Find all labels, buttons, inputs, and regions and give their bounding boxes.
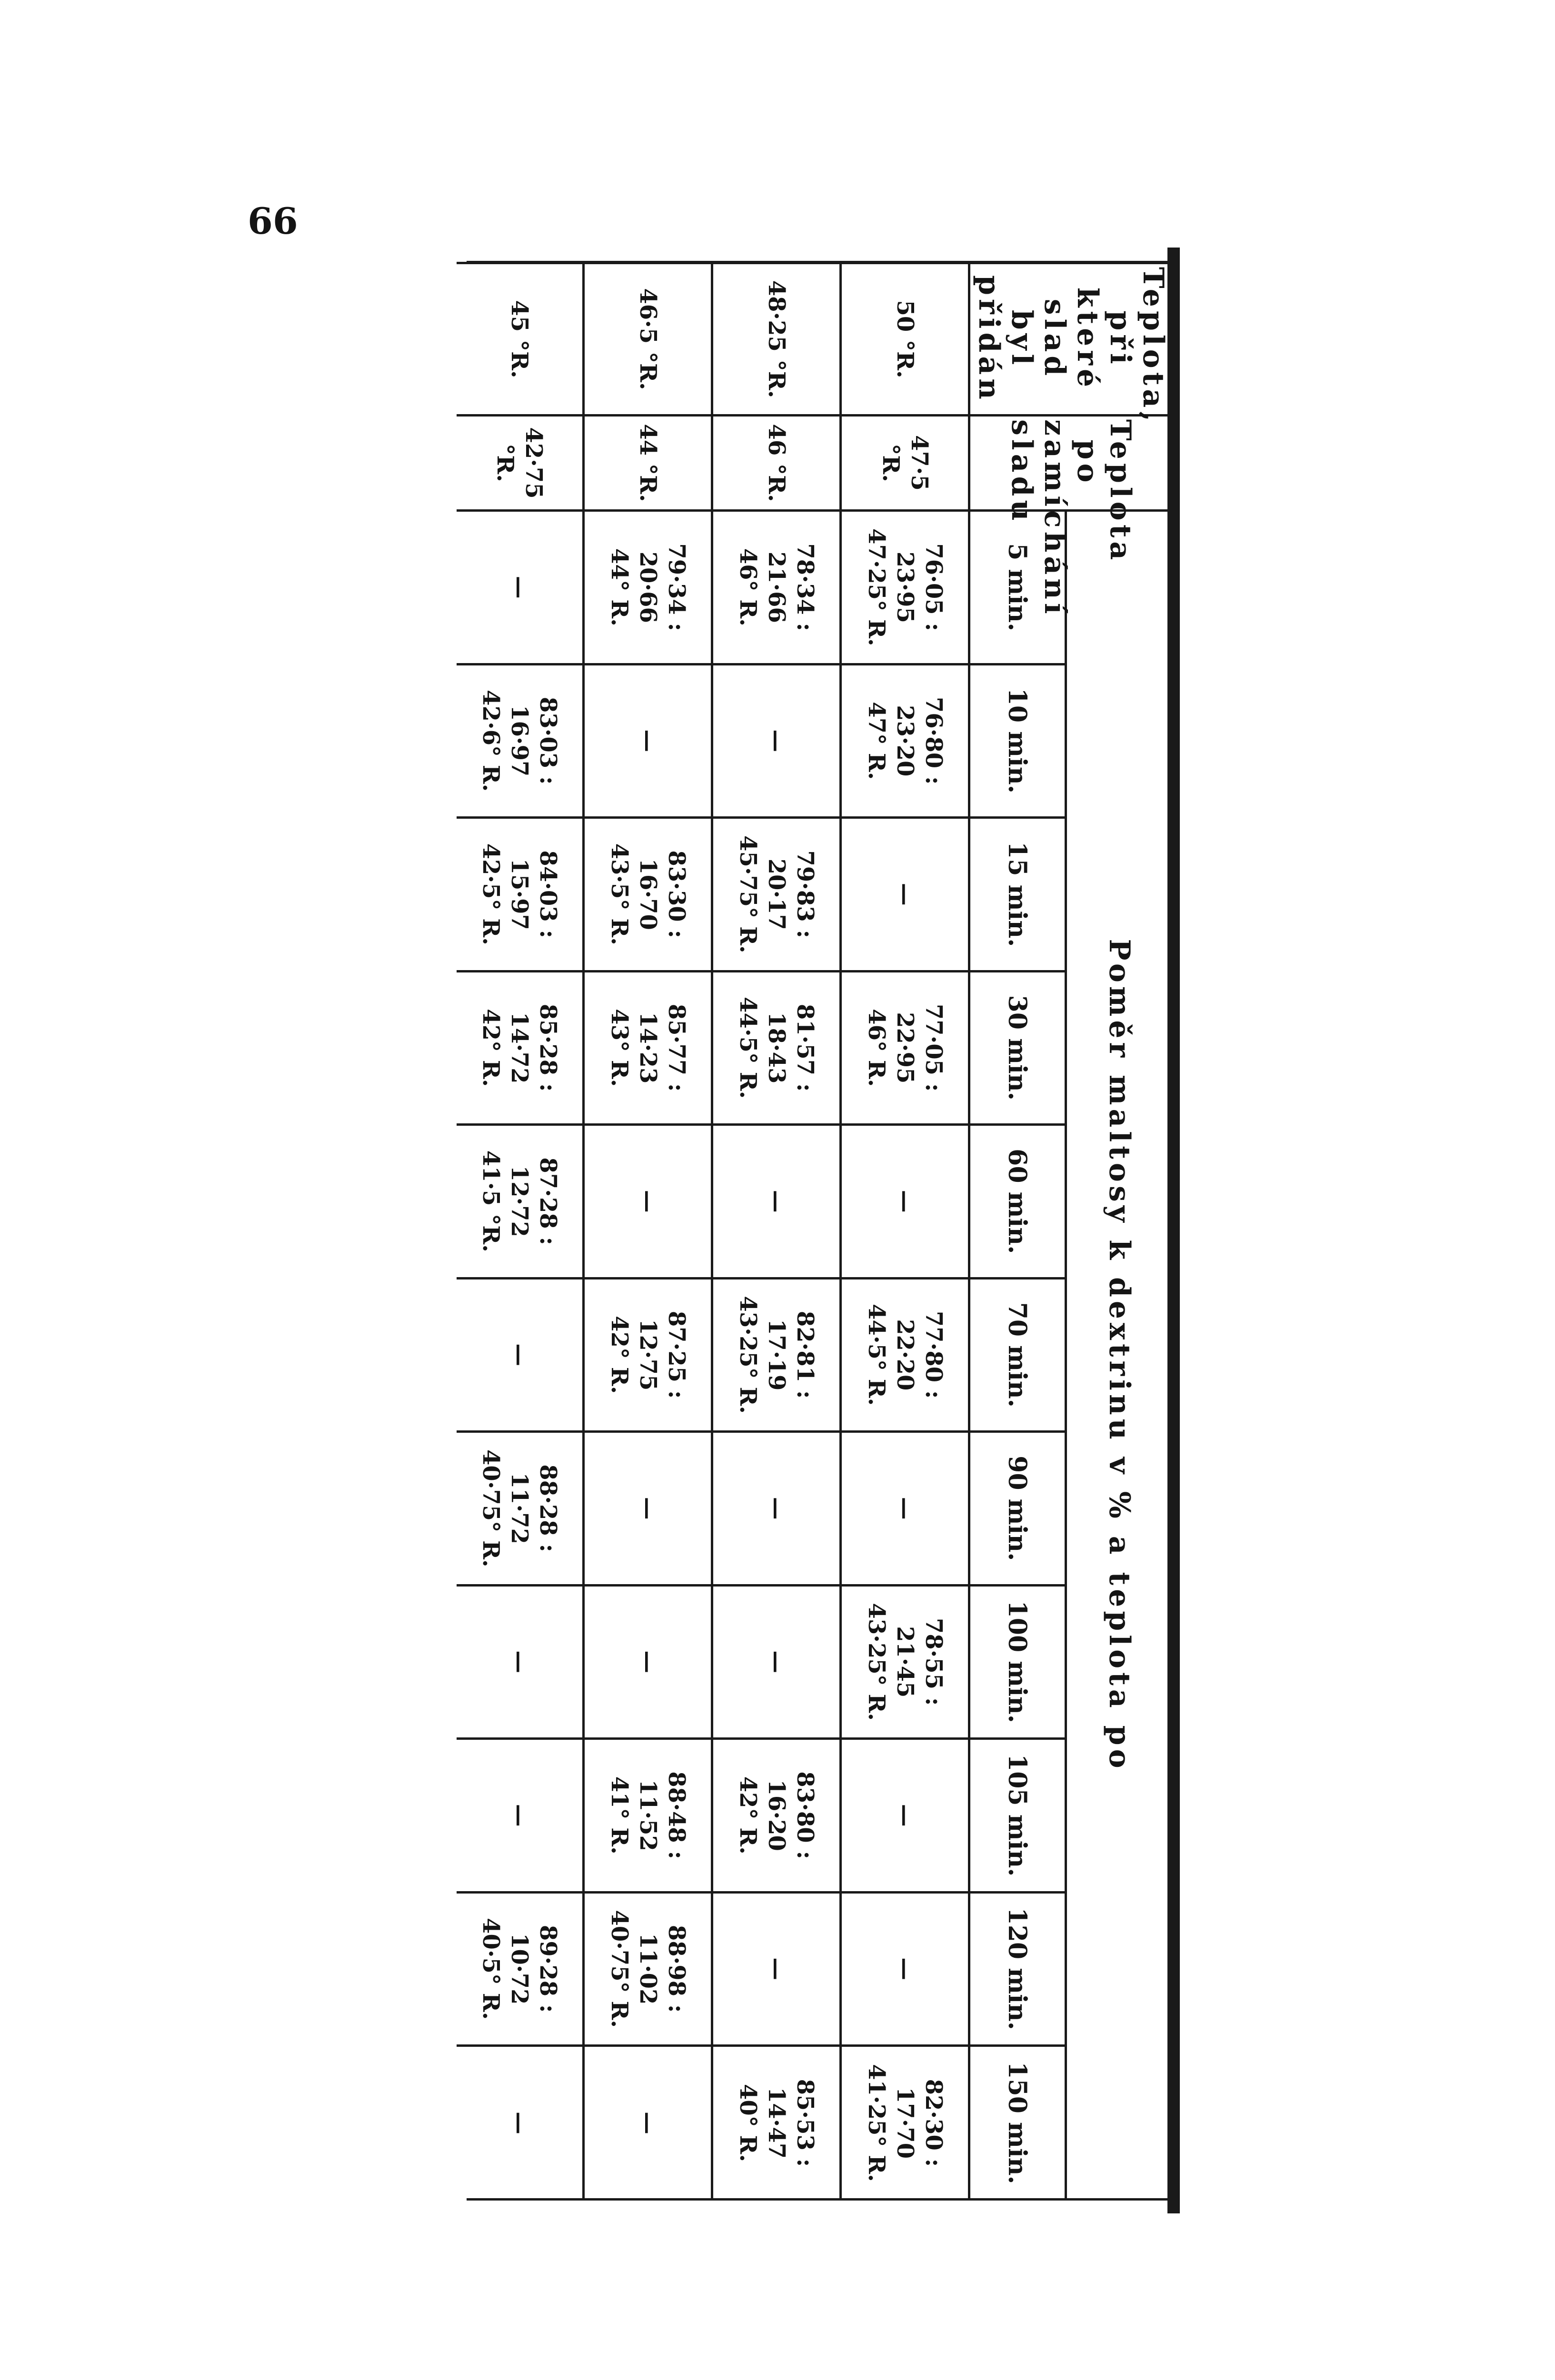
table-caption: Poměr maltosy k dextrinu v % a teplota po xyxy=(1066,511,1171,2200)
temperature-value: 46° R. xyxy=(863,1009,890,1087)
added-temp-cell: 45 °R. xyxy=(457,263,584,416)
ratio-cell xyxy=(841,971,969,1125)
ratio-cell xyxy=(584,2046,712,2200)
ratio-cell xyxy=(841,1432,969,1586)
ratio-cell xyxy=(712,1585,841,1739)
data-table xyxy=(457,262,1171,2199)
ratio-cell xyxy=(584,1432,712,1586)
temperature-value: 44·5° R. xyxy=(734,997,761,1099)
ratio-value: 81·57 : 18·43 xyxy=(763,1003,818,1092)
ratio-value: — xyxy=(891,1190,918,1213)
ratio-value: — xyxy=(891,1497,918,1520)
ratio-value: — xyxy=(634,2112,661,2134)
ratio-cell xyxy=(841,2046,969,2200)
ratio-cell xyxy=(712,971,841,1125)
header-after-temp: Teplota po zamíchání sladu xyxy=(969,416,1172,511)
ratio-cell xyxy=(457,1585,584,1739)
temperature-value: 40·75° R. xyxy=(606,1910,633,2028)
temperature-value: 41·25° R. xyxy=(863,2064,890,2182)
temperature-value: 44° R. xyxy=(606,548,633,626)
ratio-cell xyxy=(457,1892,584,2046)
ratio-value: 76·80 : 23·20 xyxy=(891,696,947,785)
temperature-value: 41·5 °R. xyxy=(478,1150,505,1252)
temperature-value: 45·75° R. xyxy=(734,835,761,953)
ratio-value: — xyxy=(506,575,533,599)
ratio-cell xyxy=(841,1739,969,1893)
ratio-value: — xyxy=(763,1957,790,1981)
ratio-cell xyxy=(457,971,584,1125)
ratio-value: 83·80 : 16·20 xyxy=(763,1771,818,1860)
table-row xyxy=(584,263,712,2200)
table-row xyxy=(712,263,841,2200)
ratio-cell xyxy=(457,1125,584,1279)
ratio-value: 85·53 : 14·47 xyxy=(763,2079,818,2167)
ratio-value: 76·05 : 23·95 xyxy=(891,543,947,632)
temperature-value: 46° R. xyxy=(734,548,761,626)
temperature-value: 43·25° R. xyxy=(863,1603,890,1721)
ratio-cell xyxy=(457,1432,584,1586)
ratio-value: 77·05 : 22·95 xyxy=(891,1003,947,1092)
ratio-cell xyxy=(584,1739,712,1893)
interval-header: 60 min. xyxy=(969,1125,1066,1279)
ratio-cell xyxy=(457,1278,584,1432)
temperature-value: 42° R. xyxy=(734,1776,761,1854)
temperature-value: 40° R. xyxy=(734,2083,761,2162)
temperature-value: 47° R. xyxy=(863,702,890,780)
ratio-cell xyxy=(841,664,969,818)
ratio-value: 87·28 : 12·72 xyxy=(506,1157,562,1246)
ratio-value: — xyxy=(763,729,790,753)
ratio-cell xyxy=(584,971,712,1125)
ratio-cell xyxy=(841,511,969,664)
ratio-value: — xyxy=(891,883,918,906)
ratio-cell xyxy=(841,1585,969,1739)
ratio-value: — xyxy=(763,1650,790,1674)
ratio-cell xyxy=(841,1892,969,2046)
temperature-value: 42° R. xyxy=(606,1316,633,1394)
ratio-value: 77·80 : 22·20 xyxy=(891,1310,947,1399)
table-row xyxy=(841,263,969,2200)
ratio-cell xyxy=(584,1125,712,1279)
ratio-cell xyxy=(584,511,712,664)
ratio-cell xyxy=(457,2046,584,2200)
ratio-value: 83·03 : 16·97 xyxy=(506,696,562,785)
ratio-value: — xyxy=(891,1957,918,1981)
ratio-value: — xyxy=(891,1804,918,1827)
table-body xyxy=(457,263,969,2200)
temperature-value: 44·5° R. xyxy=(863,1304,890,1406)
added-temp-cell: 46·5 °R. xyxy=(584,263,712,416)
ratio-cell xyxy=(841,1125,969,1279)
temperature-value: 40·75° R. xyxy=(478,1449,505,1567)
ratio-cell xyxy=(457,664,584,818)
ratio-cell xyxy=(584,664,712,818)
ratio-value: — xyxy=(634,1497,661,1520)
ratio-cell xyxy=(457,1739,584,1893)
temperature-value: 47·25° R. xyxy=(863,528,890,646)
ratio-value: 82·30 : 17·70 xyxy=(891,2079,947,2167)
interval-header: 120 min. xyxy=(969,1892,1066,2046)
interval-header: 5 min. xyxy=(969,511,1066,664)
interval-header: 30 min. xyxy=(969,971,1066,1125)
added-temp-cell: 48·25 °R. xyxy=(712,263,841,416)
ratio-value: — xyxy=(506,1804,533,1827)
ratio-cell xyxy=(712,664,841,818)
interval-header: 150 min. xyxy=(969,2046,1066,2200)
ratio-value: 79·83 : 20·17 xyxy=(763,850,818,939)
ratio-value: 84·03 : 15·97 xyxy=(506,850,562,939)
ratio-cell xyxy=(712,818,841,972)
temperature-value: 42·5° R. xyxy=(478,843,505,945)
ratio-cell xyxy=(712,1892,841,2046)
ratio-cell xyxy=(584,818,712,972)
header-added-temp: Teplota, při které slad byl přidán xyxy=(969,263,1172,416)
ratio-cell xyxy=(841,1278,969,1432)
ratio-cell xyxy=(712,1739,841,1893)
interval-header: 15 min. xyxy=(969,818,1066,972)
ratio-value: 85·28 : 14·72 xyxy=(506,1003,562,1092)
ratio-cell xyxy=(584,1892,712,2046)
after-temp-cell: 42·75 °R. xyxy=(457,416,584,511)
ratio-value: 83·30 : 16·70 xyxy=(634,850,690,939)
ratio-value: — xyxy=(506,1650,533,1674)
ratio-value: — xyxy=(506,2112,533,2134)
ratio-cell xyxy=(841,818,969,972)
ratio-cell xyxy=(584,1585,712,1739)
table-row xyxy=(457,263,584,2200)
ratio-value: — xyxy=(634,729,661,753)
ratio-value: 85·77 : 14·23 xyxy=(634,1003,690,1092)
ratio-cell xyxy=(712,2046,841,2200)
ratio-value: 78·55 : 21·45 xyxy=(891,1617,947,1706)
ratio-cell xyxy=(457,511,584,664)
ratio-cell xyxy=(712,511,841,664)
temperature-value: 43·5° R. xyxy=(606,843,633,945)
ratio-value: — xyxy=(763,1497,790,1520)
ratio-cell xyxy=(712,1125,841,1279)
ratio-value: 79·34 : 20·66 xyxy=(634,543,690,632)
temperature-value: 42° R. xyxy=(478,1009,505,1087)
after-temp-cell: 46 °R. xyxy=(712,416,841,511)
ratio-value: 89·28 : 10·72 xyxy=(506,1924,562,2013)
ratio-value: 87·25 : 12·75 xyxy=(634,1310,690,1399)
ratio-value: — xyxy=(634,1190,661,1213)
interval-header: 90 min. xyxy=(969,1432,1066,1586)
ratio-cell xyxy=(457,818,584,972)
interval-header: 100 min. xyxy=(969,1585,1066,1739)
ratio-cell xyxy=(584,1278,712,1432)
ratio-value: 82·81 : 17·19 xyxy=(763,1310,818,1399)
ratio-value: 78·34 : 21·66 xyxy=(763,543,818,632)
ratio-value: — xyxy=(634,1650,661,1674)
ratio-value: 88·28 : 11·72 xyxy=(506,1464,562,1553)
temperature-value: 40·5° R. xyxy=(478,1918,505,2020)
after-temp-cell: 44 °R. xyxy=(584,416,712,511)
after-temp-cell: 47·5 °R. xyxy=(841,416,969,511)
page-number: 66 xyxy=(248,200,298,242)
added-temp-cell: 50 °R. xyxy=(841,263,969,416)
temperature-value: 43° R. xyxy=(606,1009,633,1087)
ratio-cell xyxy=(712,1278,841,1432)
temperature-value: 42·6° R. xyxy=(478,690,505,792)
rotated-table-container xyxy=(476,262,1171,2199)
ratio-value: 88·48 : 11·52 xyxy=(634,1771,690,1860)
ratio-value: — xyxy=(506,1343,533,1367)
ratio-value: 88·98 : 11·02 xyxy=(634,1924,690,2013)
temperature-value: 41° R. xyxy=(606,1776,633,1854)
temperature-value: 43·25° R. xyxy=(734,1296,761,1414)
ratio-cell xyxy=(712,1432,841,1586)
ratio-value: — xyxy=(763,1190,790,1213)
interval-header: 105 min. xyxy=(969,1739,1066,1893)
interval-header: 70 min. xyxy=(969,1278,1066,1432)
interval-header: 10 min. xyxy=(969,664,1066,818)
